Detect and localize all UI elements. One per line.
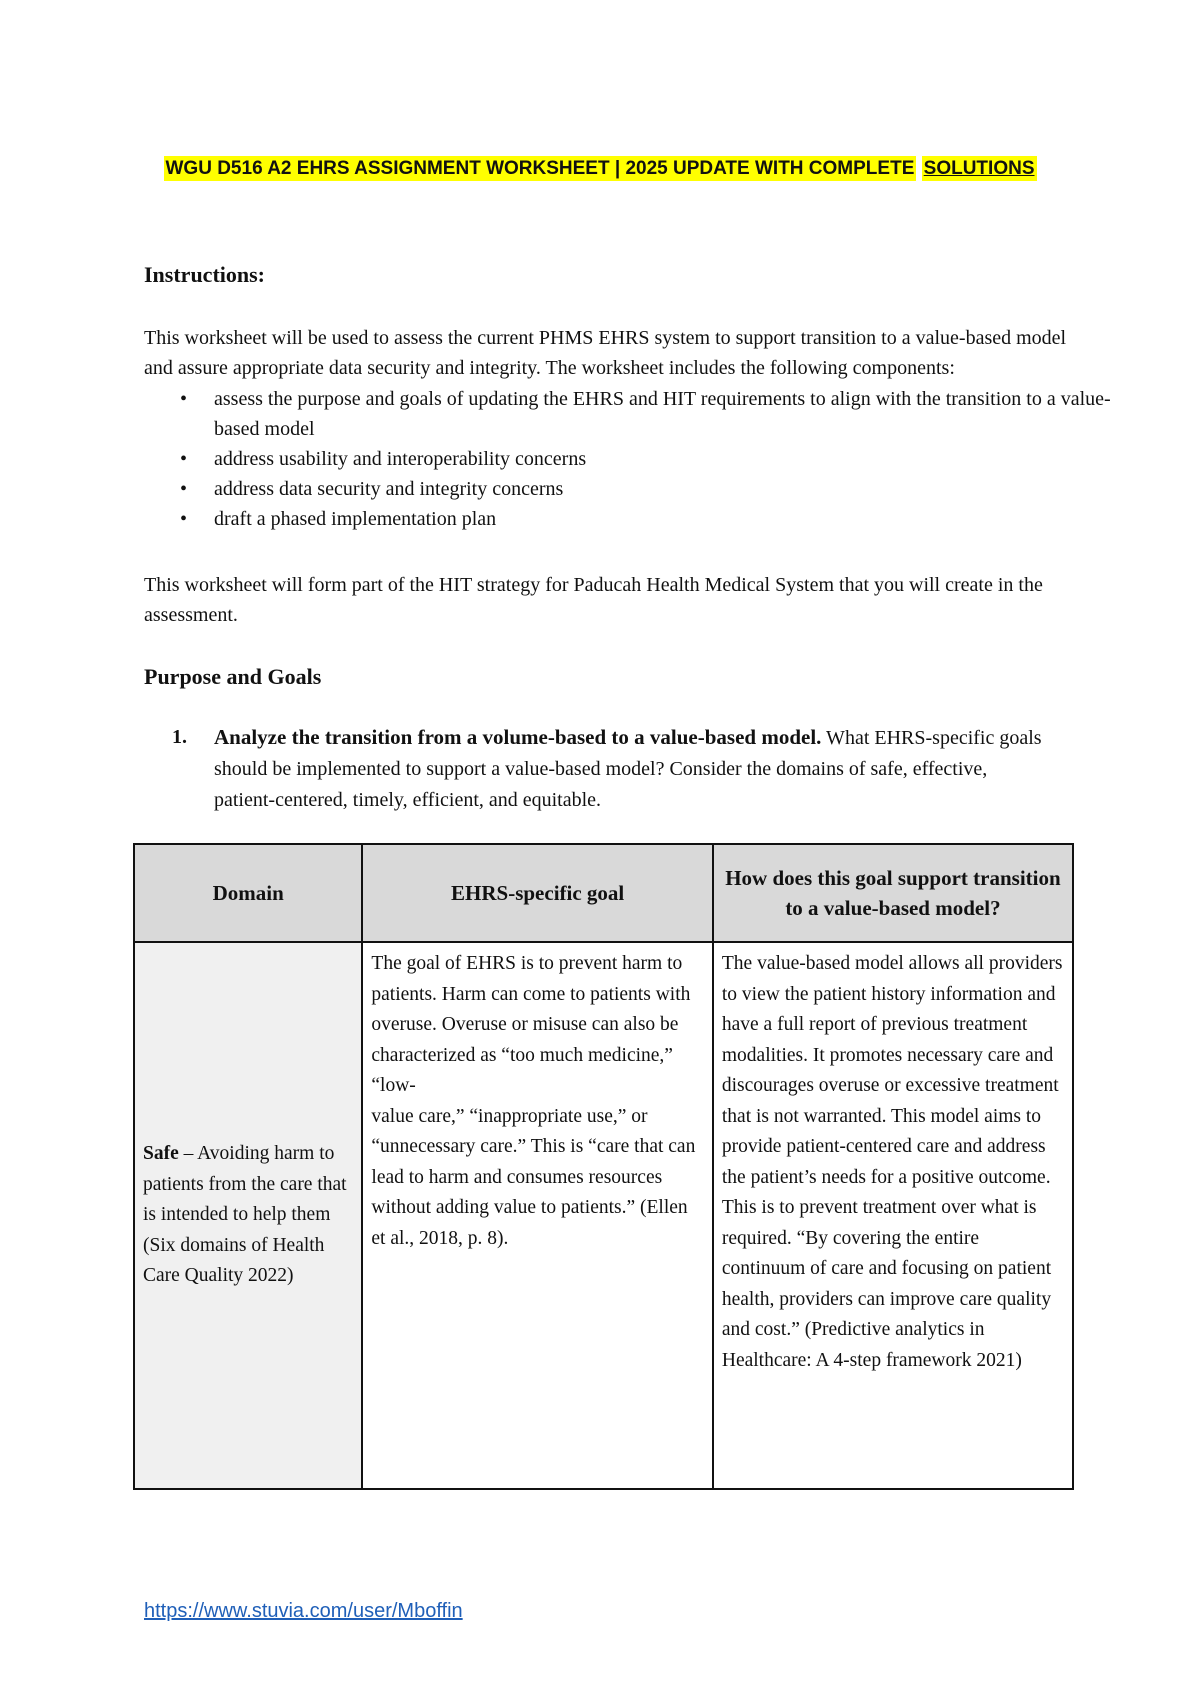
document-title-main: WGU D516 A2 EHRS ASSIGNMENT WORKSHEET | 2025 UPDATE WITH COMPLETE — [165, 158, 915, 179]
question-number: 1. — [172, 726, 187, 748]
document-title — [0, 158, 1200, 180]
list-item: • assess the purpose and goals of updating the EHRS and HIT requirements to align with the transition to a value-based model — [214, 384, 1114, 444]
goal-cell: The goal of EHRS is to prevent harm to patients. Harm can come to patients with overuse. Overuse or misuse can also be characterized as “too much medicine,” “low- value care,” “inappropriate use,” or “unnecessary care.” This is “care that can lead to harm and consumes resources without adding value to patients.” (Ellen et al., 2018, p. 8). — [362, 942, 712, 1489]
question-rest: What EHRS-specific goals should be implemented to support a value-based model? Consider the domains of safe, effective, patient-centered, timely, efficient, and equitable. — [214, 727, 1042, 811]
domain-name: Safe — [143, 1143, 179, 1165]
domain-description: – Avoiding harm to patients from the care that is intended to help them (Six domains of Health Care Quality 2022) — [143, 1143, 347, 1287]
domain-cell — [134, 942, 362, 1489]
table-row — [134, 942, 1073, 1489]
purpose-goals-heading: Purpose and Goals — [144, 664, 322, 689]
instructions-heading: Instructions: — [144, 262, 266, 287]
question-1 — [172, 722, 1048, 816]
components-list — [144, 384, 1114, 534]
list-item: • address usability and interoperability concerns — [214, 444, 1114, 474]
header-ehrs-goal: EHRS-specific goal — [362, 844, 712, 942]
support-cell: The value-based model allows all providers to view the patient history information and have a full report of previous treatment modalities. It promotes necessary care and discourages overuse or excessive treatment that is not warranted. This model aims to provide patient-centered care and address the patient’s needs for a positive outcome. This is to prevent treatment over what is required. “By covering the entire continuum of care and focusing on patient health, providers can improve care quality and cost.” (Predictive analytics in Healthcare: A 4-step framework 2021) — [713, 942, 1073, 1489]
list-item: • draft a phased implementation plan — [214, 504, 1114, 534]
list-item: • address data security and integrity concerns — [214, 474, 1114, 504]
goals-table — [133, 843, 1074, 1490]
instructions-intro: This worksheet will be used to assess the current PHMS EHRS system to support transition to a value-based model and assure appropriate data security and integrity. The worksheet includes the following components: — [144, 327, 1067, 379]
question-bold: Analyze the transition from a volume-based to a value-based model. — [214, 725, 822, 749]
footer-link[interactable]: https://www.stuvia.com/user/Mboffin — [144, 1600, 463, 1622]
document-title-tail: SOLUTIONS — [923, 158, 1035, 179]
header-support: How does this goal support transition to a value-based model? — [713, 844, 1073, 942]
instructions-closing: This worksheet will form part of the HIT strategy for Paducah Health Medical System that you will create in the assessment. — [144, 574, 1043, 626]
header-domain: Domain — [134, 844, 362, 942]
